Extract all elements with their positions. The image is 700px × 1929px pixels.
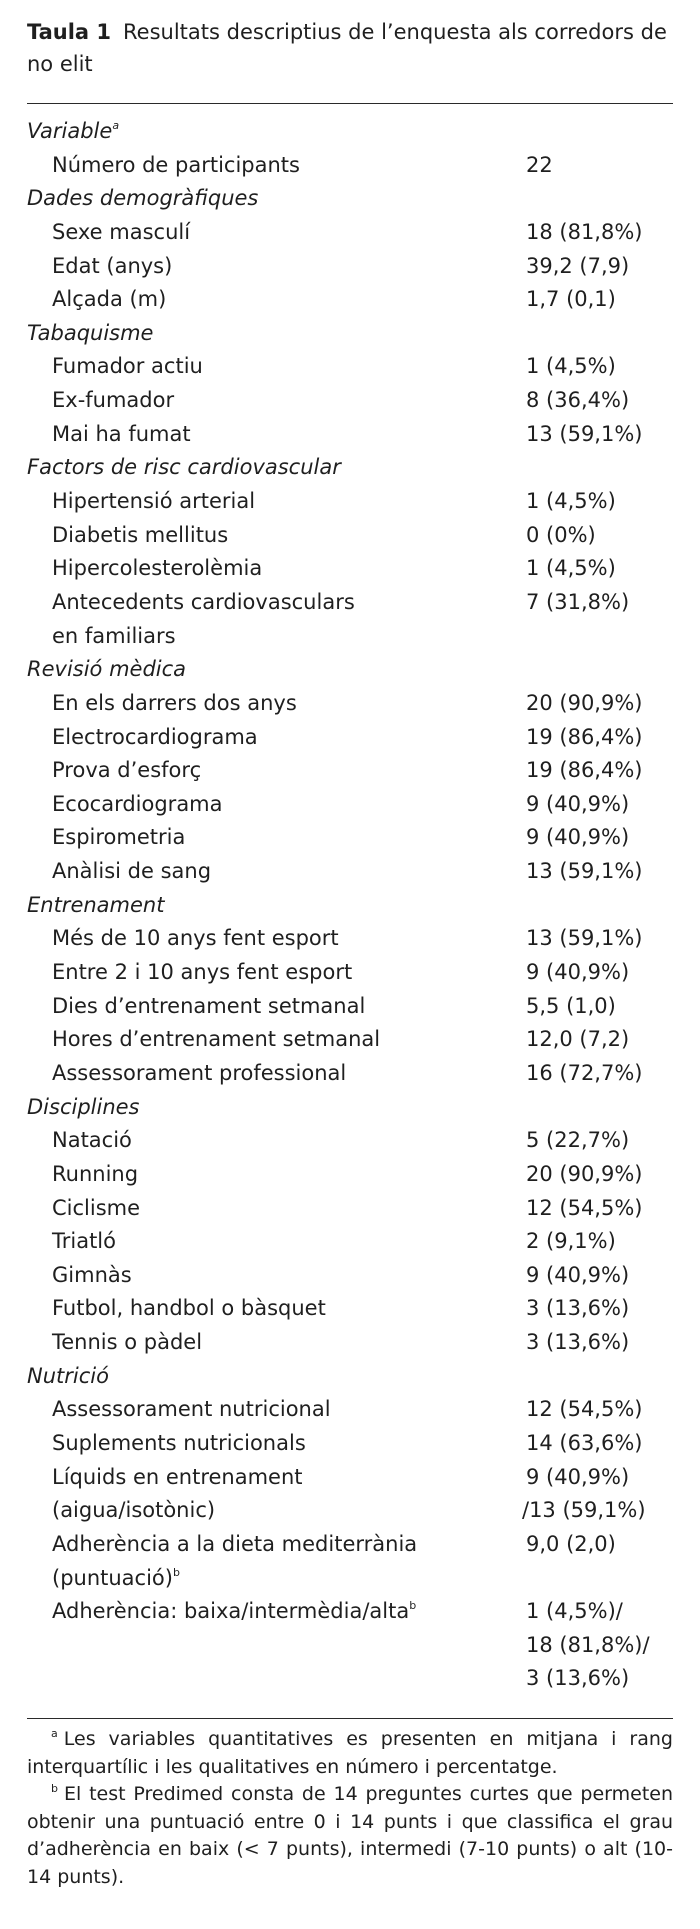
- footnote-text: Les variables quantitatives es presenten en mitjana i rang interquartílic i les qualitatives en número i percentatge.: [27, 1728, 673, 1778]
- variable-value: 1 (4,5%): [526, 556, 616, 581]
- variable-value: 3 (13,6%): [526, 1296, 630, 1321]
- table-row: [0, 1057, 700, 1091]
- footnote-marker: b: [409, 1599, 417, 1613]
- variable-label: Més de 10 anys fent esport: [52, 926, 339, 951]
- variable-value: 14 (63,6%): [526, 1430, 643, 1455]
- table-row: [0, 1023, 700, 1057]
- variable-value: 18 (81,8%)/: [526, 1632, 650, 1657]
- variable-label: Antecedents cardiovasculars: [52, 589, 355, 614]
- variable-label: Ecocardiograma: [52, 791, 223, 816]
- variable-value: 2 (9,1%): [526, 1229, 616, 1254]
- variable-label: Gimnàs: [52, 1262, 132, 1287]
- variable-value: 19 (86,4%): [526, 724, 643, 749]
- variable-label: Dies d’entrenament setmanal: [52, 993, 366, 1018]
- variable-value: 9,0 (2,0): [526, 1531, 616, 1556]
- variable-label: en familiars: [52, 623, 176, 648]
- table-row: [0, 586, 700, 620]
- table-row: [0, 384, 700, 418]
- table-row: [0, 687, 700, 721]
- variable-value: 1 (4,5%): [526, 354, 616, 379]
- variable-value: 5 (22,7%): [526, 1128, 630, 1153]
- table-row: [0, 620, 700, 654]
- table-caption: [27, 16, 677, 80]
- variable-label: Mai ha fumat: [52, 421, 191, 446]
- variable-value: 9 (40,9%): [526, 960, 630, 985]
- table-row: [0, 1427, 700, 1461]
- category-row: [0, 653, 700, 687]
- table-row: [0, 922, 700, 956]
- variable-value: 0 (0%): [526, 522, 596, 547]
- variable-label: Adherència: baixa/intermèdia/alta$^b$: [52, 1599, 417, 1624]
- table-row: [0, 149, 700, 183]
- table-row: [0, 250, 700, 284]
- table-row: [0, 1124, 700, 1158]
- variable-value: 39,2 (7,9): [526, 253, 630, 278]
- variable-label: Prova d’esforç: [52, 758, 202, 783]
- table-row: [0, 821, 700, 855]
- footnote: [27, 1781, 673, 1891]
- table-header-row: [0, 115, 700, 149]
- table-row: [0, 855, 700, 889]
- footnote-marker: b: [51, 1782, 58, 1795]
- table-number: Taula 1: [27, 20, 112, 44]
- variable-label: Hores d’entrenament setmanal: [52, 1027, 381, 1052]
- variable-label: Ciclisme: [52, 1195, 141, 1220]
- variable-value: 3 (13,6%): [526, 1330, 630, 1355]
- table-row: [0, 1595, 700, 1629]
- footnote-text: El test Predimed consta de 14 preguntes curtes que permeten obtenir una puntuació entre 0 i 14 punts i que classifica el grau d’adherència en baix (< 7 punts), intermedi (7-10 punts) o alt (10-14 punts).: [27, 1783, 673, 1888]
- table-row: [0, 1629, 700, 1663]
- variable-value: 13 (59,1%): [526, 859, 643, 884]
- table-row: [0, 1259, 700, 1293]
- table-row: [0, 283, 700, 317]
- table-row: [0, 350, 700, 384]
- variable-label: Ex-fumador: [52, 388, 175, 413]
- variable-value: 22: [526, 152, 553, 177]
- variable-value: 12,0 (7,2): [526, 1027, 630, 1052]
- table-row: [0, 1461, 700, 1495]
- variable-label: Espirometria: [52, 825, 186, 850]
- table-row: [0, 1562, 700, 1596]
- variable-label: Adherència a la dieta mediterrània: [52, 1531, 418, 1556]
- category-row: [0, 889, 700, 923]
- table-row: [0, 1528, 700, 1562]
- variable-label: Tennis o pàdel: [52, 1330, 203, 1355]
- table-row: [0, 418, 700, 452]
- variable-value: 3 (13,6%): [526, 1666, 630, 1691]
- category-label: Tabaquisme: [27, 320, 154, 345]
- table-row: [0, 721, 700, 755]
- variable-label: Fumador actiu: [52, 354, 203, 379]
- variable-label: Triatló: [52, 1229, 116, 1254]
- variable-value: 8 (36,4%): [526, 388, 630, 413]
- variable-label: Líquids en entrenament: [52, 1464, 303, 1489]
- variable-label: Assessorament professional: [52, 1060, 347, 1085]
- variable-label: Assessorament nutricional: [52, 1397, 331, 1422]
- category-label: Dades demogràfiques: [27, 186, 259, 211]
- table-row: [0, 956, 700, 990]
- footnote-marker: a: [112, 119, 120, 132]
- variable-label: Hipertensió arterial: [52, 489, 256, 514]
- category-label: Disciplines: [27, 1094, 140, 1119]
- table-row: [0, 1393, 700, 1427]
- table-body: [0, 115, 700, 1696]
- variable-label: Número de participants: [52, 152, 300, 177]
- table-row: [0, 519, 700, 553]
- variable-value: 5,5 (1,0): [526, 993, 616, 1018]
- table-row: [0, 552, 700, 586]
- footnote-marker: b: [172, 1565, 180, 1579]
- variable-label: Diabetis mellitus: [52, 522, 229, 547]
- table-row: [0, 1494, 700, 1528]
- footnote-marker: a: [51, 1727, 58, 1740]
- variable-value: 9 (40,9%): [526, 1464, 630, 1489]
- table-row: [0, 485, 700, 519]
- variable-value: 19 (86,4%): [526, 758, 643, 783]
- variable-label: (puntuació)$^b$: [52, 1565, 180, 1590]
- footnote: [27, 1726, 673, 1781]
- variable-label: Natació: [52, 1128, 132, 1153]
- variable-label: Electrocardiograma: [52, 724, 258, 749]
- category-label: Revisió mèdica: [27, 657, 187, 682]
- table-title: Resultats descriptius de l’enquesta als corredors de no elit: [27, 20, 667, 76]
- variable-value: 1,7 (0,1): [526, 287, 616, 312]
- variable-label: Suplements nutricionals: [52, 1430, 306, 1455]
- variable-value: 16 (72,7%): [526, 1060, 643, 1085]
- variable-value: 1 (4,5%): [526, 489, 616, 514]
- variable-value: 18 (81,8%): [526, 219, 643, 244]
- table-bottom-rule: [27, 1718, 673, 1719]
- table-row: [0, 990, 700, 1024]
- table-top-rule: [27, 103, 673, 104]
- category-row: [0, 451, 700, 485]
- variable-value: 9 (40,9%): [526, 791, 630, 816]
- variable-value: 9 (40,9%): [526, 825, 630, 850]
- variable-value: 12 (54,5%): [526, 1195, 643, 1220]
- variable-value: 20 (90,9%): [526, 690, 643, 715]
- table-row: [0, 1292, 700, 1326]
- variable-label: Running: [52, 1161, 139, 1186]
- variable-value: 7 (31,8%): [526, 589, 630, 614]
- variable-label: Sexe masculí: [52, 219, 191, 244]
- category-row: [0, 1091, 700, 1125]
- category-row: [0, 182, 700, 216]
- variable-value: /13 (59,1%): [522, 1498, 646, 1523]
- variable-label: Alçada (m): [52, 287, 167, 312]
- variable-label: En els darrers dos anys: [52, 690, 297, 715]
- table-row: [0, 1662, 700, 1696]
- table-row: [0, 1158, 700, 1192]
- variable-label: Futbol, handbol o bàsquet: [52, 1296, 326, 1321]
- variable-value: 13 (59,1%): [526, 421, 643, 446]
- category-label: Factors de risc cardiovascular: [27, 455, 341, 480]
- category-row: [0, 317, 700, 351]
- category-row: [0, 1360, 700, 1394]
- variable-label: Hipercolesterolèmia: [52, 556, 263, 581]
- table-row: [0, 216, 700, 250]
- variable-label: Entre 2 i 10 anys fent esport: [52, 960, 353, 985]
- variable-value: 9 (40,9%): [526, 1262, 630, 1287]
- variable-label: (aigua/isotònic): [52, 1498, 216, 1523]
- category-label: Nutrició: [27, 1363, 109, 1388]
- variable-value: 13 (59,1%): [526, 926, 643, 951]
- table-row: [0, 754, 700, 788]
- header-label: Variable$^a$: [27, 119, 120, 143]
- table-row: [0, 1225, 700, 1259]
- variable-value: 20 (90,9%): [526, 1161, 643, 1186]
- table-footnotes: [27, 1726, 673, 1891]
- variable-label: Anàlisi de sang: [52, 859, 212, 884]
- table-row: [0, 1326, 700, 1360]
- variable-value: 1 (4,5%)/: [526, 1599, 623, 1624]
- table-row: [0, 788, 700, 822]
- variable-label: Edat (anys): [52, 253, 173, 278]
- category-label: Entrenament: [27, 892, 165, 917]
- table-row: [0, 1192, 700, 1226]
- variable-value: 12 (54,5%): [526, 1397, 643, 1422]
